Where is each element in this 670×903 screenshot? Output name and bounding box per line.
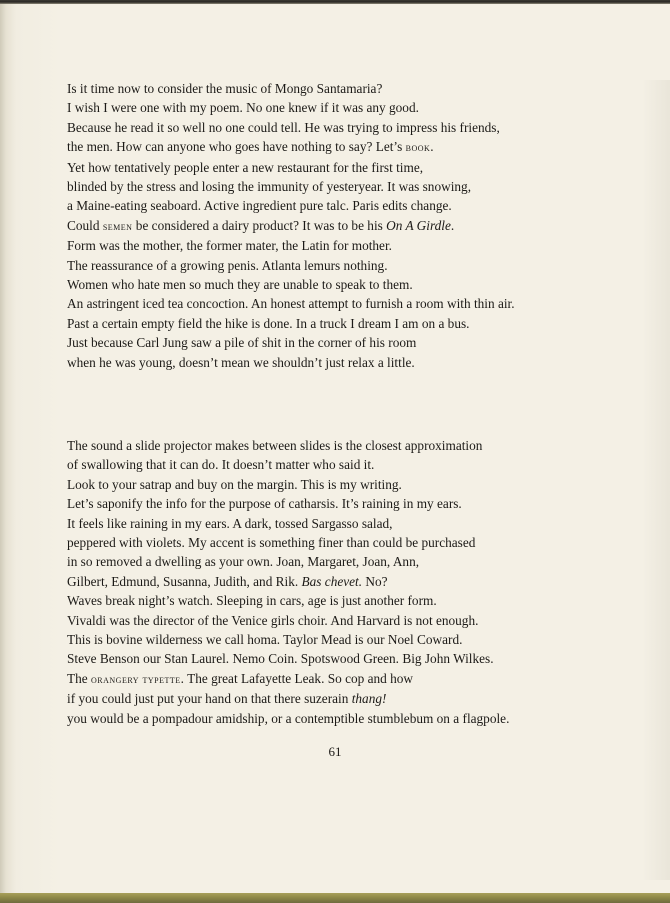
small-caps-word: orangery typette	[91, 671, 181, 686]
poem-line	[67, 137, 515, 157]
italic-title: On A Girdle	[386, 217, 451, 233]
small-caps-word: semen	[102, 218, 133, 233]
poem-line: An astringent iced tea concoction. An honest attempt to furnish a room with thin air.	[67, 296, 515, 312]
poem-line: of swallowing that it can do. It doesn’t matter who said it.	[67, 457, 375, 473]
stanza-1	[67, 79, 515, 372]
poem-line: Because he read it so well no one could tell. He was trying to impress his friends,	[67, 119, 500, 135]
line-text: The	[67, 670, 91, 686]
line-text: . The great Lafayette Leak. So cop and how	[180, 670, 414, 686]
page-top-edge	[0, 0, 670, 4]
poem-line: Waves break night’s watch. Sleeping in cars, age is just another form.	[67, 593, 437, 609]
line-text: if you could just put your hand on that there suzerain	[67, 691, 352, 707]
poem-line	[67, 669, 509, 689]
poem-line: Steve Benson our Stan Laurel. Nemo Coin. Spotswood Green. Big John Wilkes.	[67, 651, 494, 667]
italic-phrase: Bas chevet.	[301, 573, 363, 589]
poem-line: in so removed a dwelling as your own. Joan, Margaret, Joan, Ann,	[67, 554, 420, 570]
poem-line: The sound a slide projector makes between slides is the closest approximation	[67, 438, 483, 453]
line-text: .	[450, 217, 455, 233]
poem-line: It feels like raining in my ears. A dark, tossed Sargasso salad,	[67, 515, 393, 531]
line-text: .	[430, 139, 434, 155]
poem-line: Past a certain empty field the hike is done. In a truck I dream I am on a bus.	[67, 315, 470, 331]
page-bleed-through	[642, 80, 670, 880]
line-text: No?	[362, 573, 388, 589]
poem-line: Look to your satrap and buy on the margin. This is my writing.	[67, 476, 402, 492]
poem-line: Vivaldi was the director of the Venice girls choir. And Harvard is not enough.	[67, 612, 479, 628]
poem-line: Just because Carl Jung saw a pile of shit in the corner of his room	[67, 335, 417, 351]
line-text: Gilbert, Edmund, Susanna, Judith, and Rik.	[67, 573, 302, 589]
page-bottom-edge	[0, 893, 670, 903]
poem-line: Form was the mother, the former mater, the Latin for mother.	[67, 238, 392, 254]
small-caps-word: book	[405, 140, 431, 155]
poem-line: Is it time now to consider the music of Mongo Santamaria?	[67, 81, 383, 96]
poem-line: when he was young, doesn’t mean we shouldn’t just relax a little.	[67, 354, 415, 370]
poem-line: Women who hate men so much they are unable to speak to them.	[67, 277, 413, 293]
line-text: Could	[67, 217, 103, 233]
poem-line: The reassurance of a growing penis. Atlanta lemurs nothing.	[67, 257, 388, 273]
poem-line	[67, 572, 509, 591]
line-text: be considered a dairy product? It was to be his	[132, 217, 387, 233]
poem-line: you would be a pompadour amidship, or a contemptible stumblebum on a flagpole.	[67, 710, 510, 726]
line-text: the men. How can anyone who goes have nothing to say? Let’s	[67, 139, 406, 155]
poem-line: Yet how tentatively people enter a new restaurant for the first time,	[67, 159, 424, 175]
poem-line: This is bovine wilderness we call homa. Taylor Mead is our Noel Coward.	[67, 632, 463, 648]
poem-line: a Maine-eating seaboard. Active ingredient pure talc. Paris edits change.	[67, 198, 452, 214]
poem-line: peppered with violets. My accent is something finer than could be purchased	[67, 535, 476, 551]
poem-line: Let’s saponify the info for the purpose of catharsis. It’s raining in my ears.	[67, 496, 462, 512]
page-number: 61	[328, 744, 342, 759]
poem-line	[67, 689, 509, 708]
poem-line: I wish I were one with my poem. No one knew if it was any good.	[67, 100, 419, 116]
stanza-2	[67, 436, 509, 728]
poem-line: blinded by the stress and losing the immunity of yesteryear. It was snowing,	[67, 179, 472, 195]
italic-word: thang!	[351, 691, 387, 707]
poem-line	[67, 216, 515, 236]
